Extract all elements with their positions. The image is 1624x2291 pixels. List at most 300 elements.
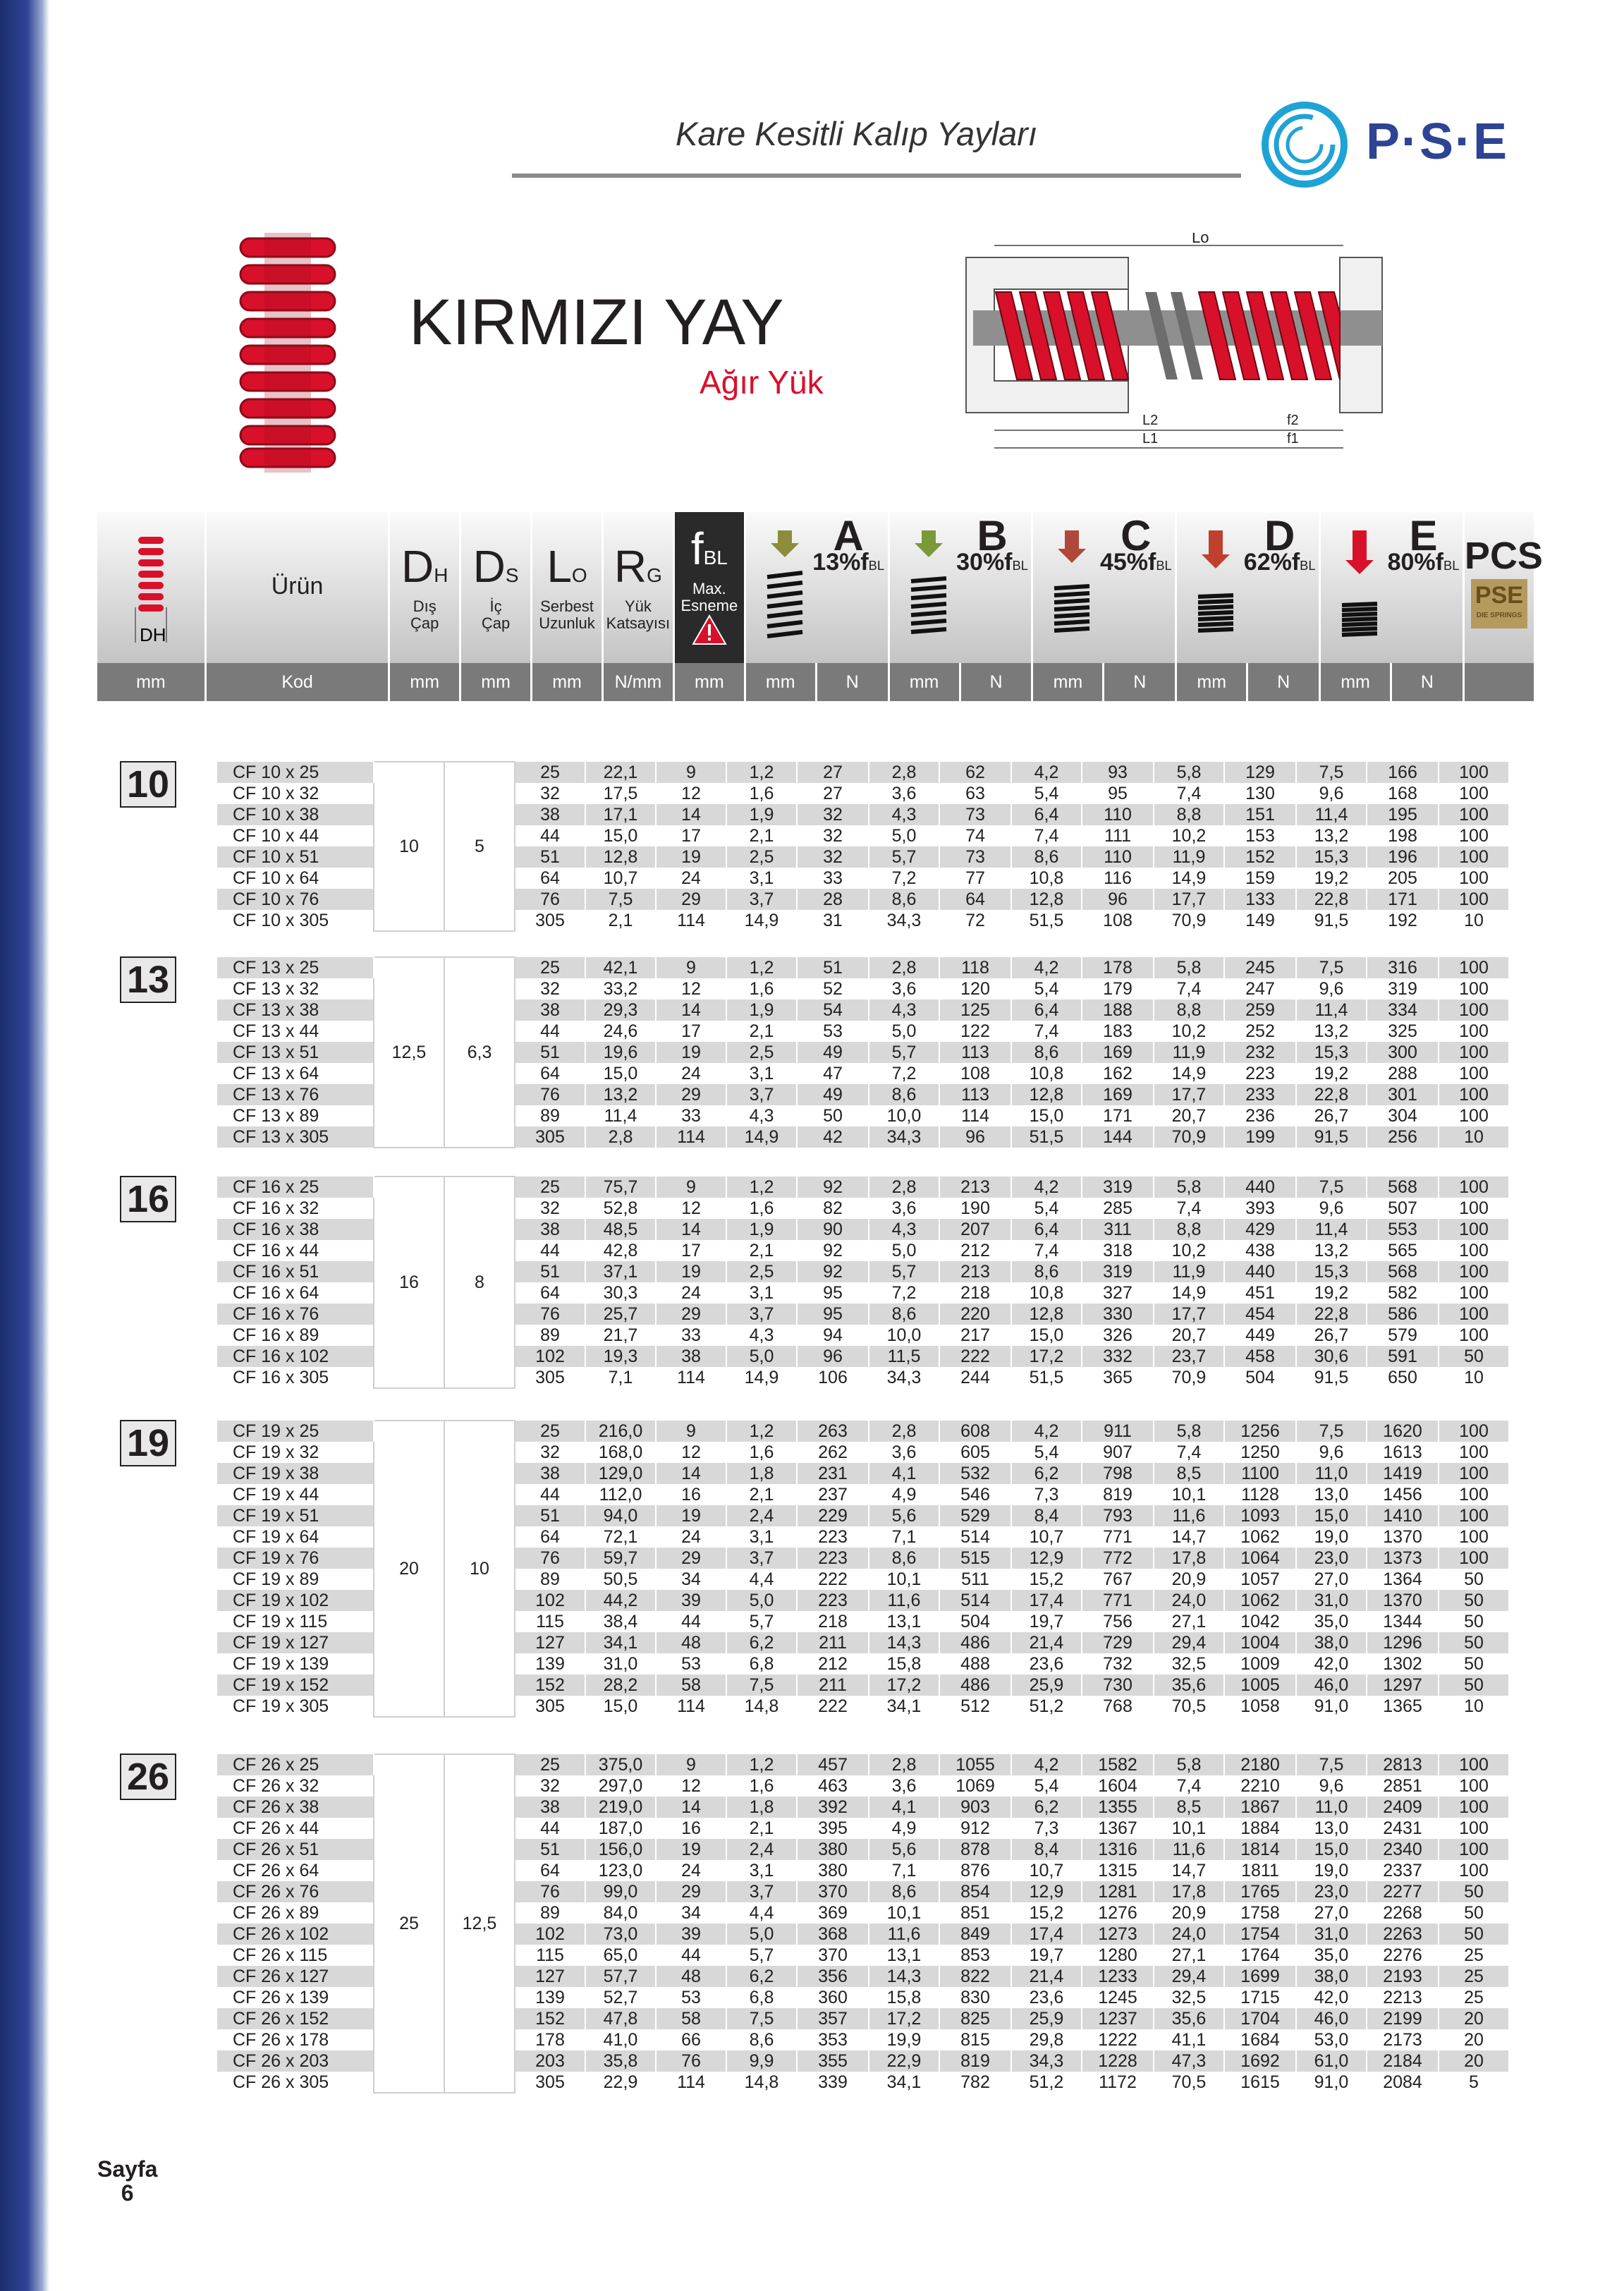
table-cell: 15,2 (1011, 1569, 1082, 1590)
table-cell: 2184 (1367, 2050, 1439, 2072)
table-cell: 178 (1082, 957, 1154, 978)
table-cell: 28 (797, 889, 869, 910)
table-cell: 2,8 (869, 1421, 939, 1442)
table-cell: 192 (1367, 910, 1439, 931)
table-cell: 100 (1439, 783, 1509, 804)
table-cell: 793 (1082, 1505, 1154, 1526)
spec-group-table (217, 1420, 1573, 1718)
table-cell: 1,2 (726, 762, 797, 783)
table-cell: 25,7 (585, 1304, 656, 1325)
table-cell: 218 (939, 1282, 1011, 1304)
table-cell: 2,8 (869, 957, 939, 978)
product-code: CF 26 x 115 (217, 1945, 374, 1966)
table-cell: 20,7 (1154, 1325, 1224, 1346)
product-code: CF 10 x 305 (217, 910, 374, 931)
table-cell: 53,0 (1296, 2029, 1367, 2050)
table-cell: 62 (939, 762, 1011, 783)
table-cell: 300 (1367, 1042, 1439, 1063)
table-cell: 168 (1367, 783, 1439, 804)
table-cell: 11,0 (1296, 1463, 1367, 1484)
table-cell: 89 (515, 1902, 585, 1924)
table-cell: 25 (1439, 1966, 1509, 1987)
table-cell: 113 (939, 1042, 1011, 1063)
table-cell: 355 (797, 2050, 869, 2072)
table-cell: 64 (515, 868, 585, 889)
table-cell: 29,4 (1154, 1966, 1224, 1987)
group-label: 19 (120, 1420, 176, 1466)
table-cell: 2180 (1224, 1754, 1296, 1775)
table-cell: 11,6 (869, 1590, 939, 1611)
table-cell: 12 (656, 1775, 726, 1797)
table-cell: 14 (656, 999, 726, 1021)
table-cell: 233 (1224, 1084, 1296, 1105)
table-cell: 53 (656, 1987, 726, 2008)
table-cell: 123,0 (585, 1860, 656, 1881)
table-cell: 171 (1367, 889, 1439, 910)
table-cell: 1765 (1224, 1881, 1296, 1902)
table-cell: 767 (1082, 1569, 1154, 1590)
table-cell: 10,1 (1154, 1484, 1224, 1505)
table-cell: 73,0 (585, 1924, 656, 1945)
table-cell: 5,8 (1154, 1421, 1224, 1442)
diagram-f1: f1 (1287, 431, 1299, 446)
table-cell: 73 (939, 804, 1011, 825)
table-cell: 54 (797, 999, 869, 1021)
inner-diameter: 12,5 (444, 1754, 515, 2093)
product-code: CF 26 x 178 (217, 2029, 374, 2050)
table-cell: 70,5 (1154, 2072, 1224, 2093)
table-cell: 222 (939, 1346, 1011, 1367)
table-cell: 853 (939, 1945, 1011, 1966)
table-cell: 878 (939, 1839, 1011, 1860)
table-cell: 319 (1082, 1177, 1154, 1198)
table-cell: 245 (1224, 957, 1296, 978)
table-cell: 187,0 (585, 1818, 656, 1839)
table-cell: 7,4 (1011, 1240, 1082, 1261)
table-cell: 7,4 (1011, 825, 1082, 846)
table-cell: 1684 (1224, 2029, 1296, 2050)
table-cell: 33 (656, 1325, 726, 1346)
table-cell: 12 (656, 1198, 726, 1219)
table-cell: 102 (515, 1590, 585, 1611)
table-cell: 91,5 (1296, 1126, 1367, 1148)
table-cell: 115 (515, 1611, 585, 1632)
table-cell: 17,5 (585, 783, 656, 804)
table-cell: 288 (1367, 1063, 1439, 1084)
table-cell: 316 (1367, 957, 1439, 978)
table-cell: 32 (515, 1198, 585, 1219)
table-cell: 7,4 (1011, 1021, 1082, 1042)
unit-cell: mm (889, 663, 960, 701)
table-cell: 21,4 (1011, 1632, 1082, 1653)
table-cell: 58 (656, 1675, 726, 1696)
table-cell: 51 (797, 957, 869, 978)
table-cell: 14,9 (726, 910, 797, 931)
table-cell: 903 (939, 1797, 1011, 1818)
table-cell: 95 (1082, 783, 1154, 804)
table-cell: 35,6 (1154, 1675, 1224, 1696)
table-cell: 1764 (1224, 1945, 1296, 1966)
table-cell: 380 (797, 1839, 869, 1860)
table-cell: 5,4 (1011, 783, 1082, 804)
product-code: CF 10 x 76 (217, 889, 374, 910)
table-cell: 116 (1082, 868, 1154, 889)
table-cell: 51,5 (1011, 910, 1082, 931)
table-cell: 13,2 (1296, 825, 1367, 846)
table-cell: 10 (1439, 910, 1509, 931)
table-cell: 5,4 (1011, 1442, 1082, 1463)
table-cell: 110 (1082, 804, 1154, 825)
table-cell: 1754 (1224, 1924, 1296, 1945)
table-cell: 1009 (1224, 1653, 1296, 1675)
table-cell: 12 (656, 978, 726, 999)
table-cell: 825 (939, 2008, 1011, 2029)
table-cell: 13,0 (1296, 1818, 1367, 1839)
table-cell: 64 (515, 1526, 585, 1548)
table-cell: 339 (797, 2072, 869, 2093)
table-cell: 47 (797, 1063, 869, 1084)
table-cell: 1692 (1224, 2050, 1296, 2072)
table-cell: 7,5 (1296, 1421, 1367, 1442)
diagram-l2: L2 (1142, 413, 1159, 428)
table-cell: 37,1 (585, 1261, 656, 1282)
table-cell: 111 (1082, 825, 1154, 846)
table-cell: 42 (797, 1126, 869, 1148)
compression-c-icon (1047, 528, 1097, 648)
table-cell: 369 (797, 1902, 869, 1924)
table-cell: 17 (656, 825, 726, 846)
table-cell: 114 (656, 1696, 726, 1717)
table-cell: 8,6 (726, 2029, 797, 2050)
table-cell: 108 (1082, 910, 1154, 931)
table-cell: 205 (1367, 868, 1439, 889)
table-cell: 10,7 (1011, 1860, 1082, 1881)
table-cell: 31,0 (1296, 1590, 1367, 1611)
table-cell: 815 (939, 2029, 1011, 2050)
table-cell: 17 (656, 1240, 726, 1261)
table-cell: 12 (656, 783, 726, 804)
table-cell: 50 (1439, 1675, 1509, 1696)
table-cell: 1055 (939, 1754, 1011, 1775)
product-code: CF 26 x 102 (217, 1924, 374, 1945)
table-cell: 568 (1367, 1177, 1439, 1198)
product-code: CF 16 x 38 (217, 1219, 374, 1240)
table-cell: 6,4 (1011, 1219, 1082, 1240)
product-code: CF 19 x 89 (217, 1569, 374, 1590)
table-cell: 8,6 (1011, 1042, 1082, 1063)
product-code: CF 10 x 32 (217, 783, 374, 804)
table-cell: 7,5 (1296, 1177, 1367, 1198)
product-code: CF 26 x 64 (217, 1860, 374, 1881)
table-cell: 10,8 (1011, 868, 1082, 889)
table-cell: 231 (797, 1463, 869, 1484)
table-cell: 125 (939, 999, 1011, 1021)
table-cell: 27,0 (1296, 1902, 1367, 1924)
table-cell: 4,3 (726, 1325, 797, 1346)
table-cell: 375,0 (585, 1754, 656, 1775)
table-cell: 100 (1439, 1325, 1509, 1346)
table-cell: 2210 (1224, 1775, 1296, 1797)
table-cell: 51 (515, 1042, 585, 1063)
table-cell: 365 (1082, 1367, 1154, 1388)
table-cell: 10 (1439, 1696, 1509, 1717)
table-cell: 1582 (1082, 1754, 1154, 1775)
table-cell: 23,0 (1296, 1548, 1367, 1569)
table-cell: 565 (1367, 1240, 1439, 1261)
table-cell: 151 (1224, 804, 1296, 825)
table-cell: 297,0 (585, 1775, 656, 1797)
table-cell: 211 (797, 1632, 869, 1653)
table-cell: 22,9 (585, 2072, 656, 2093)
table-cell: 305 (515, 1126, 585, 1148)
table-cell: 19 (656, 1505, 726, 1526)
table-cell: 19 (656, 1042, 726, 1063)
table-cell: 100 (1439, 1775, 1509, 1797)
product-code: CF 19 x 64 (217, 1526, 374, 1548)
table-cell: 118 (939, 957, 1011, 978)
table-cell: 7,3 (1011, 1484, 1082, 1505)
table-cell: 95 (797, 1304, 869, 1325)
table-cell: 8,8 (1154, 1219, 1224, 1240)
table-cell: 2,4 (726, 1505, 797, 1526)
product-code: CF 26 x 203 (217, 2050, 374, 2072)
product-code: CF 13 x 32 (217, 978, 374, 999)
table-cell: 94,0 (585, 1505, 656, 1526)
table-cell: 2337 (1367, 1860, 1439, 1881)
table-cell: 1062 (1224, 1590, 1296, 1611)
table-cell: 10,8 (1011, 1063, 1082, 1084)
group-label: 10 (120, 761, 176, 808)
table-cell: 319 (1082, 1261, 1154, 1282)
table-row (217, 957, 1573, 978)
table-cell: 32,5 (1154, 1653, 1224, 1675)
table-cell: 38 (515, 1463, 585, 1484)
table-cell: 195 (1367, 804, 1439, 825)
table-cell: 438 (1224, 1240, 1296, 1261)
table-cell: 6,2 (726, 1966, 797, 1987)
spring-installation-diagram (959, 233, 1389, 466)
table-cell: 64 (939, 889, 1011, 910)
table-cell: 4,2 (1011, 762, 1082, 783)
table-cell: 50 (1439, 1346, 1509, 1367)
table-cell: 4,9 (869, 1484, 939, 1505)
table-cell: 24 (656, 1063, 726, 1084)
table-cell: 21,7 (585, 1325, 656, 1346)
table-cell: 8,6 (1011, 1261, 1082, 1282)
product-code: CF 19 x 127 (217, 1632, 374, 1653)
product-code: CF 16 x 32 (217, 1198, 374, 1219)
table-cell: 100 (1439, 957, 1509, 978)
table-cell: 7,1 (869, 1860, 939, 1881)
warning-icon (692, 614, 727, 645)
table-cell: 10,7 (585, 868, 656, 889)
table-cell: 100 (1439, 1548, 1509, 1569)
table-cell: 223 (1224, 1063, 1296, 1084)
table-cell: 6,4 (1011, 804, 1082, 825)
table-cell: 19,2 (1296, 868, 1367, 889)
table-cell: 440 (1224, 1261, 1296, 1282)
table-cell: 2,1 (726, 1021, 797, 1042)
table-cell: 35,0 (1296, 1945, 1367, 1966)
table-cell: 14,3 (869, 1966, 939, 1987)
table-cell: 17,8 (1154, 1881, 1224, 1902)
product-code: CF 16 x 102 (217, 1346, 374, 1367)
table-cell: 10 (1439, 1367, 1509, 1388)
table-cell: 32 (797, 846, 869, 868)
table-cell: 3,1 (726, 1063, 797, 1084)
table-row (217, 762, 1573, 783)
table-cell: 32 (515, 978, 585, 999)
table-cell: 169 (1082, 1084, 1154, 1105)
table-cell: 2,5 (726, 1042, 797, 1063)
table-cell: 159 (1224, 868, 1296, 889)
unit-cell: N (1104, 663, 1176, 701)
table-cell: 1004 (1224, 1632, 1296, 1653)
table-cell: 768 (1082, 1696, 1154, 1717)
table-cell: 305 (515, 1696, 585, 1717)
table-cell: 2193 (1367, 1966, 1439, 1987)
table-cell: 47,8 (585, 2008, 656, 2029)
table-cell: 213 (939, 1261, 1011, 1282)
table-cell: 65,0 (585, 1945, 656, 1966)
table-cell: 76 (515, 1084, 585, 1105)
table-cell: 605 (939, 1442, 1011, 1463)
product-code: CF 13 x 38 (217, 999, 374, 1021)
table-cell: 15,0 (585, 1696, 656, 1717)
table-cell: 207 (939, 1219, 1011, 1240)
spec-group-table (217, 956, 1573, 1148)
product-code: CF 16 x 76 (217, 1304, 374, 1325)
table-cell: 44 (515, 1484, 585, 1505)
table-cell: 5,6 (869, 1839, 939, 1860)
table-cell: 16 (656, 1818, 726, 1839)
table-cell: 14,9 (1154, 1282, 1224, 1304)
table-cell: 5 (1439, 2072, 1509, 2093)
table-cell: 66 (656, 2029, 726, 2050)
table-cell: 114 (656, 1126, 726, 1148)
table-cell: 25 (1439, 1945, 1509, 1966)
table-cell: 507 (1367, 1198, 1439, 1219)
table-cell: 5,0 (869, 1240, 939, 1261)
table-cell: 14 (656, 804, 726, 825)
table-cell: 244 (939, 1367, 1011, 1388)
table-cell: 39 (656, 1924, 726, 1945)
table-cell: 19,0 (1296, 1860, 1367, 1881)
product-code: CF 13 x 64 (217, 1063, 374, 1084)
table-cell: 25 (515, 762, 585, 783)
inner-diameter: 10 (444, 1421, 515, 1717)
table-cell: 223 (797, 1548, 869, 1569)
table-cell: 108 (939, 1063, 1011, 1084)
table-cell: 100 (1439, 999, 1509, 1021)
table-cell: 304 (1367, 1105, 1439, 1126)
table-cell: 110 (1082, 846, 1154, 868)
table-cell: 32,5 (1154, 1987, 1224, 2008)
table-cell: 50 (1439, 1611, 1509, 1632)
table-cell: 100 (1439, 1860, 1509, 1881)
table-cell: 20 (1439, 2029, 1509, 2050)
table-cell: 51 (515, 1261, 585, 1282)
table-cell: 1315 (1082, 1860, 1154, 1881)
table-cell: 4,4 (726, 1569, 797, 1590)
table-cell: 100 (1439, 1021, 1509, 1042)
table-cell: 28,2 (585, 1675, 656, 1696)
table-cell: 74 (939, 825, 1011, 846)
table-cell: 100 (1439, 825, 1509, 846)
table-cell: 1250 (1224, 1442, 1296, 1463)
table-cell: 72,1 (585, 1526, 656, 1548)
table-cell: 46,0 (1296, 1675, 1367, 1696)
table-cell: 32 (797, 825, 869, 846)
table-cell: 1884 (1224, 1818, 1296, 1839)
table-cell: 1,2 (726, 1177, 797, 1198)
table-cell: 1280 (1082, 1945, 1154, 1966)
unit-cell: mm (1320, 663, 1391, 701)
table-cell: 25 (1439, 1987, 1509, 2008)
table-cell: 1373 (1367, 1548, 1439, 1569)
table-cell: 20,9 (1154, 1569, 1224, 1590)
table-cell: 100 (1439, 1754, 1509, 1775)
product-code: CF 26 x 38 (217, 1797, 374, 1818)
table-cell: 332 (1082, 1346, 1154, 1367)
table-cell: 12,8 (585, 846, 656, 868)
table-cell: 732 (1082, 1653, 1154, 1675)
table-cell: 650 (1367, 1367, 1439, 1388)
table-cell: 190 (939, 1198, 1011, 1219)
table-cell: 41,0 (585, 2029, 656, 2050)
table-cell: 29 (656, 889, 726, 910)
table-cell: 64 (515, 1063, 585, 1084)
unit-cell: N/mm (602, 663, 673, 701)
table-cell: 11,6 (869, 1924, 939, 1945)
table-cell: 6,4 (1011, 999, 1082, 1021)
table-cell: 17 (656, 1021, 726, 1042)
table-cell: 579 (1367, 1325, 1439, 1346)
table-cell: 4,3 (869, 804, 939, 825)
table-row (217, 1754, 1573, 1775)
table-cell: 15,8 (869, 1987, 939, 2008)
product-code: CF 19 x 32 (217, 1442, 374, 1463)
spring-dh-icon (123, 523, 179, 650)
table-cell: 22,8 (1296, 1304, 1367, 1325)
table-cell: 330 (1082, 1304, 1154, 1325)
table-cell: 24 (656, 868, 726, 889)
table-cell: 47,3 (1154, 2050, 1224, 2072)
table-cell: 370 (797, 1881, 869, 1902)
table-cell: 1367 (1082, 1818, 1154, 1839)
dh-icon-label: DH (139, 624, 166, 645)
table-cell: 76 (515, 1548, 585, 1569)
table-cell: 1237 (1082, 2008, 1154, 2029)
table-cell: 49 (797, 1042, 869, 1063)
table-cell: 247 (1224, 978, 1296, 999)
unit-cell: N (1391, 663, 1464, 701)
table-cell: 17,7 (1154, 889, 1224, 910)
table-cell: 19,2 (1296, 1063, 1367, 1084)
product-code: CF 10 x 51 (217, 846, 374, 868)
table-cell: 152 (1224, 846, 1296, 868)
table-cell: 515 (939, 1548, 1011, 1569)
table-cell: 100 (1439, 978, 1509, 999)
table-cell: 1,6 (726, 783, 797, 804)
table-cell: 1699 (1224, 1966, 1296, 1987)
table-cell: 70,5 (1154, 1696, 1224, 1717)
table-cell: 17,4 (1011, 1590, 1082, 1611)
table-cell: 114 (656, 2072, 726, 2093)
table-cell: 212 (797, 1653, 869, 1675)
table-cell: 849 (939, 1924, 1011, 1945)
table-cell: 38,4 (585, 1611, 656, 1632)
